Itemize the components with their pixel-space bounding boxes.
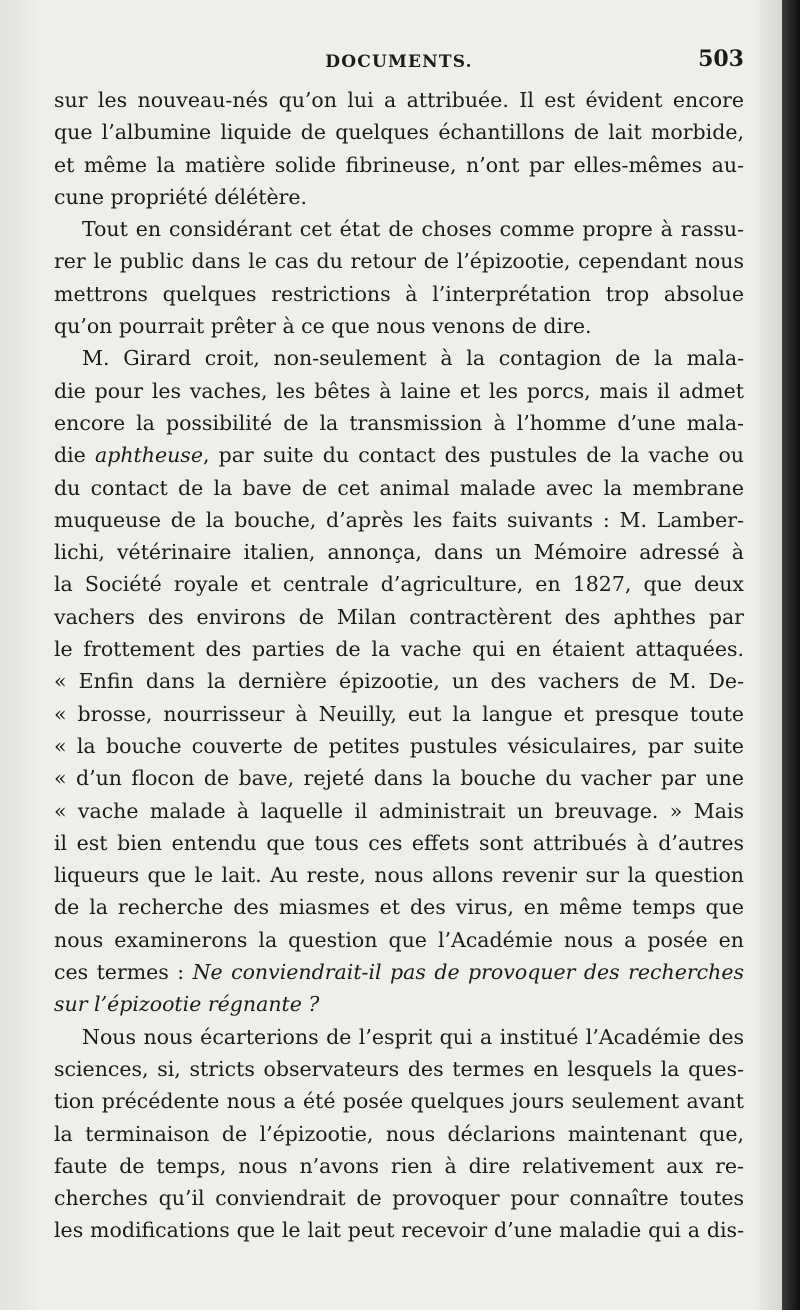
text-line <box>54 375 744 407</box>
text-line <box>54 1021 744 1053</box>
text-line <box>54 278 744 310</box>
text-line <box>54 536 744 568</box>
text-segment: que l’albumine liquide de quelques échantillons de lait morbide, <box>54 120 744 145</box>
text-line <box>54 1118 744 1150</box>
text-line <box>54 1182 744 1214</box>
text-line <box>54 149 744 181</box>
text-line <box>54 827 744 859</box>
text-line <box>54 762 744 794</box>
text-line <box>54 116 744 148</box>
text-segment: Tout en considérant cet état de choses comme propre à rassu- <box>82 217 744 242</box>
text-segment: et même la matière solide fibrineuse, n’ont par elles-mêmes au- <box>54 152 744 177</box>
text-line <box>54 568 744 600</box>
text-segment: mettrons quelques restrictions à l’interprétation trop absolue <box>54 281 744 306</box>
text-segment: die <box>54 443 95 468</box>
text-line <box>54 213 744 245</box>
text-line <box>54 924 744 956</box>
text-line <box>54 665 744 697</box>
text-segment: la Société royale et centrale d’agriculture, en 1827, que deux <box>54 572 744 597</box>
text-segment: « d’un flocon de bave, rejeté dans la bouche du vacher par une <box>54 766 744 791</box>
page-number: 503 <box>698 46 744 72</box>
text-line <box>54 407 744 439</box>
text-segment: sur les nouveau-nés qu’on lui a attribuée. Il est évident encore <box>54 88 744 112</box>
text-line <box>54 472 744 504</box>
text-segment: « la bouche couverte de petites pustules vésiculaires, par suite <box>54 733 744 758</box>
text-line <box>54 891 744 923</box>
text-line <box>54 988 744 1020</box>
text-segment: rer le public dans le cas du retour de l’épizootie, cependant nous <box>54 249 744 274</box>
text-line <box>54 245 744 277</box>
body-text <box>54 84 744 1247</box>
text-segment: Nous nous écarterions de l’esprit qui a institué l’Académie des <box>82 1024 744 1049</box>
text-segment: cherches qu’il conviendrait de provoquer pour connaître toutes <box>54 1186 744 1211</box>
text-segment: vachers des environs de Milan contractèrent des aphthes par <box>54 604 744 629</box>
text-segment: « Enfin dans la dernière épizootie, un des vachers de M. De- <box>54 669 744 694</box>
italic-text: Ne conviendrait-il pas de provoquer des recherches <box>192 960 744 985</box>
text-line <box>54 601 744 633</box>
text-line <box>54 730 744 762</box>
text-segment: liqueurs que le lait. Au reste, nous allons revenir sur la question <box>54 863 744 888</box>
text-line <box>54 1053 744 1085</box>
text-line <box>54 956 744 988</box>
text-line <box>54 1214 744 1246</box>
text-line <box>54 1150 744 1182</box>
text-line <box>54 795 744 827</box>
text-segment: la terminaison de l’épizootie, nous déclarions maintenant que, <box>54 1121 744 1146</box>
text-segment: encore la possibilité de la transmission à l’homme d’une mala- <box>54 410 744 435</box>
text-line <box>54 181 744 213</box>
text-segment: M. Girard croit, non-seulement à la contagion de la mala- <box>82 346 744 371</box>
text-segment: il est bien entendu que tous ces effets sont attribués à d’autres <box>54 830 744 855</box>
text-segment: le frottement des parties de la vache qui en étaient attaquées. <box>54 637 744 662</box>
text-segment: qu’on pourrait prêter à ce que nous venons de dire. <box>54 314 592 339</box>
text-segment: faute de temps, nous n’avons rien à dire relativement aux re- <box>54 1153 744 1178</box>
text-segment: sciences, si, stricts observateurs des termes en lesquels la ques- <box>54 1056 744 1081</box>
text-segment: du contact de la bave de cet animal malade avec la membrane <box>54 475 744 500</box>
page-header <box>54 46 744 80</box>
italic-text: sur l’épizootie régnante ? <box>54 992 320 1017</box>
italic-text: aphtheuse <box>94 443 203 468</box>
text-segment: lichi, vétérinaire italien, annonça, dans un Mémoire adressé à <box>54 540 744 565</box>
text-segment: « vache malade à laquelle il administrait un breuvage. » Mais <box>54 798 744 823</box>
text-line <box>54 310 744 342</box>
text-segment: cune propriété délétère. <box>54 184 308 209</box>
text-line <box>54 342 744 374</box>
page-edge-shadow <box>782 0 800 1310</box>
text-line <box>54 84 744 116</box>
text-segment: nous examinerons la question que l’Académie nous a posée en <box>54 927 744 952</box>
text-segment: die pour les vaches, les bêtes à laine et les porcs, mais il admet <box>54 378 744 403</box>
text-segment: « brosse, nourrisseur à Neuilly, eut la langue et presque toute <box>54 701 744 726</box>
text-line <box>54 1085 744 1117</box>
text-segment: les modifications que le lait peut recevoir d’une maladie qui a dis- <box>54 1218 744 1243</box>
text-line <box>54 439 744 471</box>
text-line <box>54 859 744 891</box>
text-line <box>54 698 744 730</box>
running-head: DOCUMENTS. <box>325 52 473 72</box>
text-segment: tion précédente nous a été posée quelques jours seulement avant <box>54 1089 744 1114</box>
text-line <box>54 504 744 536</box>
text-segment: , par suite du contact des pustules de la vache ou <box>202 443 744 468</box>
text-segment: de la recherche des miasmes et des virus, en même temps que <box>54 895 744 920</box>
text-segment: ces termes : <box>54 960 193 985</box>
text-segment: muqueuse de la bouche, d’après les faits suivants : M. Lamber- <box>54 507 744 532</box>
text-line <box>54 633 744 665</box>
